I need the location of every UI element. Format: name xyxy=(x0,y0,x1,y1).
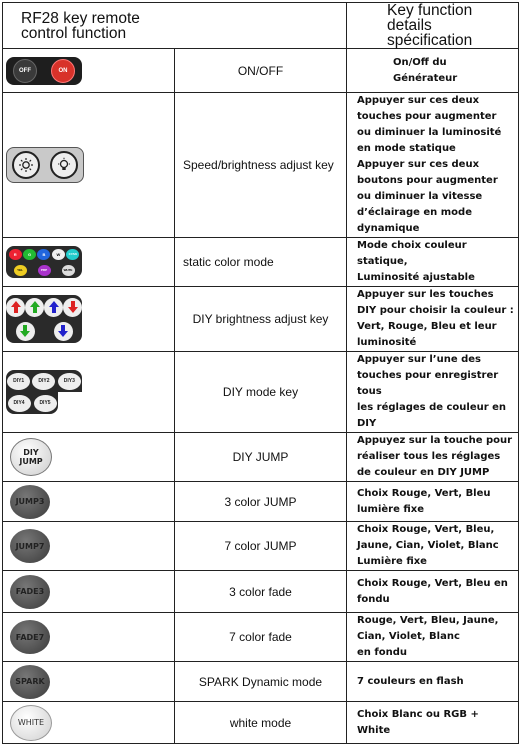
table-row xyxy=(3,522,519,571)
arrow-down-icon xyxy=(54,322,73,341)
diy3-key: DIY3 xyxy=(58,373,81,390)
arrow-down-icon xyxy=(16,322,35,341)
green-key: G xyxy=(23,249,36,260)
fade3-key: FADE3 xyxy=(10,575,50,609)
diy5-key: DIY5 xyxy=(34,395,57,412)
table-row xyxy=(3,702,519,744)
arrow-up-icon xyxy=(25,298,44,317)
function-desc: 7 couleurs en flash xyxy=(347,662,519,702)
table-row xyxy=(3,571,519,613)
function-name: Speed/brightness adjust key xyxy=(175,93,347,238)
onoff-key-image xyxy=(3,49,175,93)
jump7-key: JUMP7 xyxy=(10,529,50,563)
diy-mode-key-image xyxy=(3,352,175,433)
white-mode-key: WHITE xyxy=(10,705,52,741)
diy-jump-key-image xyxy=(3,433,175,482)
table-row xyxy=(3,49,519,93)
function-desc: Choix Blanc ou RGB + White xyxy=(347,702,519,744)
function-desc: Mode choix couleur statique, Luminosité ajustable xyxy=(347,238,519,287)
diy-brightness-key-image xyxy=(3,287,175,352)
table-row xyxy=(3,93,519,238)
arrow-up-icon xyxy=(6,298,25,317)
spark-key-image xyxy=(3,662,175,702)
table-row xyxy=(3,662,519,702)
sun-icon xyxy=(12,151,40,179)
off-key: OFF xyxy=(13,59,37,83)
red-key: R xyxy=(9,249,22,260)
on-key: ON xyxy=(51,59,75,83)
fade7-key-image xyxy=(3,613,175,662)
white-key-image xyxy=(3,702,175,744)
jump3-key-image xyxy=(3,482,175,522)
fade3-key-image xyxy=(3,571,175,613)
table-row xyxy=(3,352,519,433)
function-desc: On/Off du Générateur xyxy=(347,49,519,93)
spark-key: SPARK xyxy=(10,665,50,699)
diy4-key: DIY4 xyxy=(8,395,31,412)
function-name: SPARK Dynamic mode xyxy=(175,662,347,702)
table-row xyxy=(3,433,519,482)
rf28-function-table xyxy=(2,2,519,744)
white2-key: WHTE xyxy=(62,265,75,276)
function-desc: Choix Rouge, Vert, Bleu, Jaune, Cian, Violet, Blanc Lumière fixe xyxy=(347,522,519,571)
function-desc: Choix Rouge, Vert, Bleu lumière fixe xyxy=(347,482,519,522)
blue-key: B xyxy=(37,249,50,260)
header-remote-function: RF28 key remote control function xyxy=(3,3,347,49)
table-row xyxy=(3,238,519,287)
header-key-details: Key function details spécification xyxy=(347,3,519,49)
function-desc: Appuyer sur l’une des touches pour enregistrer tous les réglages de couleur en DIY xyxy=(347,352,519,433)
function-name: white mode xyxy=(175,702,347,744)
function-desc: Appuyez sur la touche pour réaliser tous les réglages de couleur en DIY JUMP xyxy=(347,433,519,482)
function-name: static color mode xyxy=(175,238,347,287)
function-name: DIY mode key xyxy=(175,352,347,433)
purple-key: PRP xyxy=(38,265,51,276)
cyan-key: CYAN xyxy=(66,249,79,260)
table-row xyxy=(3,287,519,352)
diy-label: DIY xyxy=(23,448,39,457)
fade7-key: FADE7 xyxy=(10,620,50,654)
yellow-key: YEL xyxy=(14,265,27,276)
speed-brightness-key-image xyxy=(3,93,175,238)
static-color-key-image xyxy=(3,238,175,287)
diy1-key: DIY1 xyxy=(7,373,30,390)
function-desc: Choix Rouge, Vert, Bleu en fondu xyxy=(347,571,519,613)
jump3-key: JUMP3 xyxy=(10,485,50,519)
function-desc: Appuyer sur les touches DIY pour choisir la couleur : Vert, Rouge, Bleu et leur luminosité xyxy=(347,287,519,352)
function-desc: Appuyer sur ces deux touches pour augmenter ou diminuer la luminosité en mode statique Appuyer sur ces deux boutons pour augmenter ou diminuer la vitesse d’éclairage en mode dynamique xyxy=(347,93,519,238)
bulb-icon xyxy=(50,151,78,179)
function-name: 7 color fade xyxy=(175,613,347,662)
function-name: DIY JUMP xyxy=(175,433,347,482)
function-name: 7 color JUMP xyxy=(175,522,347,571)
jump-label: JUMP xyxy=(19,457,43,466)
arrow-down-icon xyxy=(63,298,82,317)
function-name: 3 color JUMP xyxy=(175,482,347,522)
jump7-key-image xyxy=(3,522,175,571)
arrow-up-icon xyxy=(44,298,63,317)
function-name: DIY brightness adjust key xyxy=(175,287,347,352)
white-key: W xyxy=(52,249,65,260)
diy2-key: DIY2 xyxy=(32,373,55,390)
function-name: 3 color fade xyxy=(175,571,347,613)
function-desc: Rouge, Vert, Bleu, Jaune, Cian, Violet, Blanc en fondu xyxy=(347,613,519,662)
table-row xyxy=(3,613,519,662)
table-row xyxy=(3,482,519,522)
header-row xyxy=(3,3,519,49)
function-name: ON/OFF xyxy=(175,49,347,93)
